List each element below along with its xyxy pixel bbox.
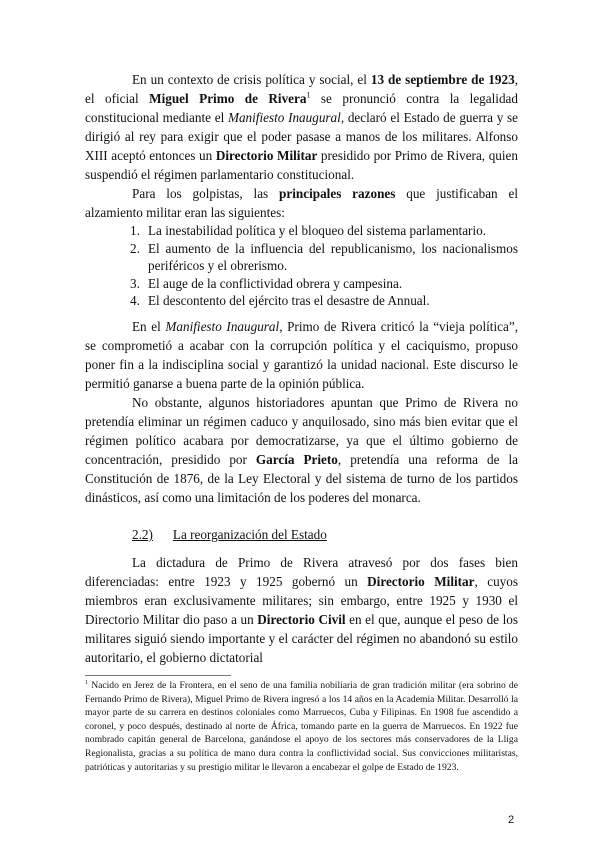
bold-text: Directorio Militar (215, 148, 318, 163)
list-item: 1. La inestabilidad política y el bloqueo del sistema parlamentario. (130, 223, 487, 238)
list-item: 3. El auge de la conflictividad obrera y campesina. (130, 275, 403, 291)
text-run: que justificaban el alzamiento militar eran las siguientes: (85, 186, 518, 220)
paragraph-reasons-intro (85, 184, 518, 222)
bold-text: 13 de septiembre de 1923 (370, 72, 515, 87)
section-heading (132, 525, 327, 544)
text-run: En un contexto de crisis política y social, el (132, 72, 371, 87)
bold-text: Directorio Militar (367, 574, 475, 589)
footnote (85, 679, 518, 774)
italic-text: Manifiesto Inaugural (165, 319, 280, 334)
paragraph-manifesto (85, 317, 518, 393)
page-number: 2 (508, 814, 515, 826)
bold-text: Miguel Primo de Rivera (149, 91, 307, 106)
text-run: , el oficial (85, 72, 518, 106)
text-run: No obstante, algunos historiadores apuntan que Primo de Rivera no pretendía eliminar un régimen caduco y anquilosado, sino más bien evitar que el régimen político acabara por democratizarse, ya que el último gobierno de concentración, presidido por (85, 395, 518, 467)
bold-text: principales razones (279, 186, 396, 201)
footnote-marker: 1 (85, 679, 88, 686)
bold-text: García Prieto (255, 452, 338, 467)
paragraph-dictatorship-phases (85, 553, 518, 667)
reasons-list (130, 222, 518, 310)
text-run: En el (132, 319, 166, 334)
text-run: Para los golpistas, las (132, 186, 280, 201)
section-title: La reorganización del Estado (172, 527, 327, 542)
section-number: 2.2) (132, 527, 153, 542)
text-run: , declaró el Estado de guerra y se dirigió al rey para exigir que el poder pasase a manos de los militares. Alfonso XIII aceptó entonces un (85, 110, 518, 163)
text-run: , cuyos miembros eran exclusivamente militares; sin embargo, entre 1925 y 1930 el Directorio Militar dio paso a un (85, 574, 518, 627)
bold-text: Directorio Civil (257, 612, 346, 627)
text-run: presidido por Primo de Rivera, quien suspendió el régimen parlamentario constitucional. (85, 148, 518, 182)
text-run: , Primo de Rivera criticó la “vieja política”, se comprometió a acabar con la corrupción política y el caciquismo, propuso poner fin a la indisciplina social y garantizó la unidad nacional. Este discurso le permitió ganarse a buena parte de la opinión pública. (85, 319, 518, 391)
italic-text: Manifiesto Inaugural (227, 110, 341, 125)
text-run: se pronunció contra la legalidad constitucional mediante el (85, 91, 518, 125)
footnote-separator (85, 675, 231, 676)
paragraph-historians (85, 393, 518, 507)
footnote-reference: 1 (306, 90, 311, 100)
text-run: , pretendía una reforma de la Constitución de 1876, de la Ley Electoral y del sistema de turno de los partidos dinásticos, así como una limitación de los poderes del monarca. (85, 452, 518, 505)
footnote-text: Nacido en Jerez de la Frontera, en el seno de una familia nobiliaria de gran tradición militar (era sobrino de Fernando Primo de Rivera), Miguel Primo de Rivera ingresó a los 14 años en la Academia Militar. Desarrolló la mayor parte de su carrera en destinos coloniales como Marruecos, Cuba y Filipinas. En 1908 fue ascendido a coronel, y poco después, destinado al norte de África, tomando parte en la guerra de Marruecos. En 1922 fue nombrado capitán general de Barcelona, ganándose el apoyo de los sectores más conservadores de la Lliga Regionalista, gracias a su política de mano dura contra la conflictividad social. Sus convicciones militaristas, patrióticas y autoritarias y su prestigio militar le llevaron a encabezar el golpe de Estado de 1923. (85, 680, 518, 773)
paragraph-coup (85, 70, 518, 184)
list-item: 4. El descontento del ejército tras el desastre de Annual. (130, 293, 430, 308)
text-run: en el que, aunque el peso de los militares siguió siendo importante y el carácter del régimen no abandonó su estilo autoritario, el gobierno dictatorial (85, 612, 518, 665)
list-item: 2. El aumento de la influencia del republicanismo, los nacionalismos periféricos y el obrerismo. (130, 240, 518, 273)
text-run: La dictadura de Primo de Rivera atravesó por dos fases bien diferenciadas: entre 1923 y 1925 gobernó un (85, 555, 518, 589)
